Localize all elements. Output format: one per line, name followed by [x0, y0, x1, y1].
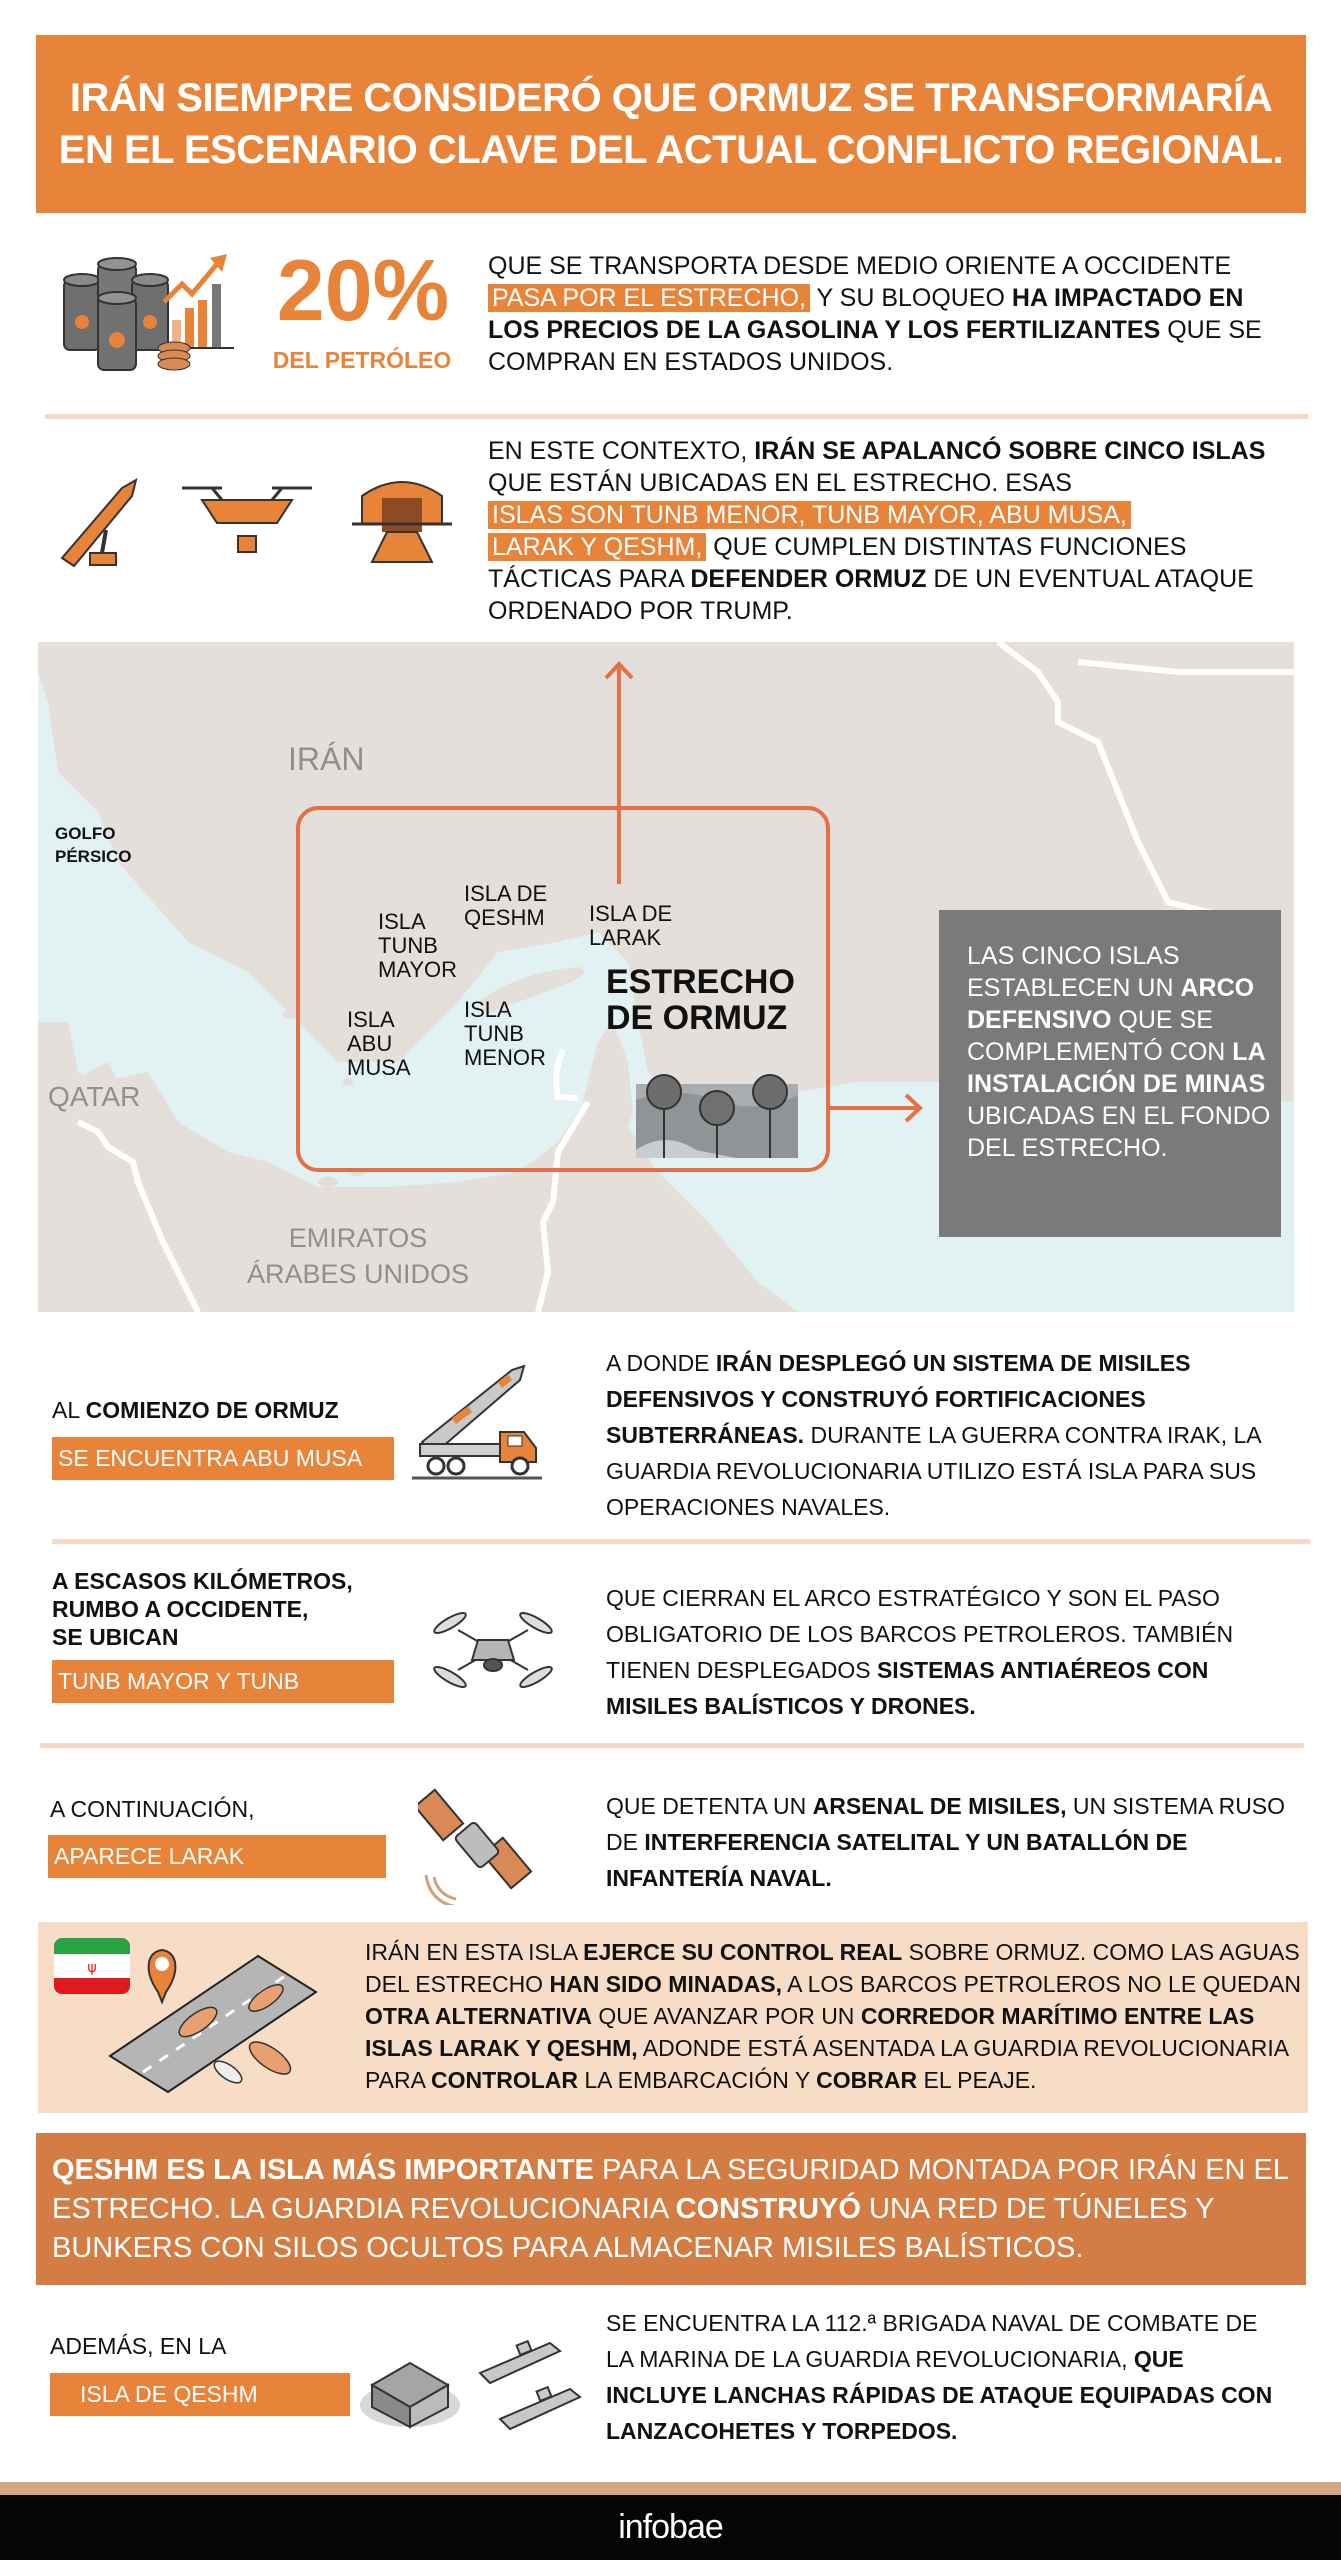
svg-text:ψ: ψ	[87, 1960, 97, 1976]
divider	[52, 1539, 1310, 1544]
control-box	[38, 1922, 1308, 2113]
header-banner	[36, 35, 1306, 213]
larak-description: QUE DETENTA UN ARSENAL DE MISILES, UN SISTEMA RUSO DE INTERFERENCIA SATELITAL Y UN BATALLÓN DE INFANTERÍA NAVAL.	[606, 1793, 1286, 1891]
oil-barrels-rising-chart-icon	[52, 242, 242, 377]
qeshm-description: SE ENCUENTRA LA 112.ª BRIGADA NAVAL DE COMBATE DE LA MARINA DE LA GUARDIA REVOLUCIONARIA, QUE INCLUYE LANCHAS RÁPIDAS DE ATAQUE EQUIPADAS CON LANZACOHETES Y TORPEDOS.	[606, 2310, 1273, 2444]
page-title: IRÁN SIEMPRE CONSIDERÓ QUE ORMUZ SE TRANSFORMARÍA EN EL ESCENARIO CLAVE DEL ACTUAL CONFLICTO REGIONAL.	[58, 76, 1284, 172]
location-pin-icon	[149, 1950, 176, 2002]
weapons-icons	[52, 458, 462, 578]
highlight: LARAK Y QESHM,	[488, 533, 706, 561]
control-description: IRÁN EN ESTA ISLA EJERCE SU CONTROL REAL SOBRE ORMUZ. COMO LAS AGUAS DEL ESTRECHO HAN SIDO MINADAS, A LOS BARCOS PETROLEROS NO LE QUEDAN OTRA ALTERNATIVA QUE AVANZAR POR UN CORREDOR MARÍTIMO ENTRE LAS ISLAS LARAK Y QESHM, ADONDE ESTÁ ASENTADA LA GUARDIA REVOLUCIONARIA PARA CONTROLAR LA EMBARCACIÓN Y COBRAR EL PEAJE.	[365, 1939, 1301, 2093]
satellite-icon	[418, 1785, 548, 1905]
country-label-uae: EMIRATOS ÁRABES UNIDOS	[246, 1223, 470, 1289]
gulf-label: GOLFO PÉRSICO	[55, 824, 132, 866]
drone-icon	[182, 488, 312, 552]
stat-value: 20%	[276, 243, 450, 339]
country-label-qatar: QATAR	[48, 1081, 141, 1112]
iran-flag-icon	[54, 1938, 130, 1994]
tunb-tag: TUNB MAYOR Y TUNB MENOR,	[52, 1660, 394, 1703]
qeshm-banner: QESHM ES LA ISLA MÁS IMPORTANTE PARA LA SEGURIDAD MONTADA POR IRÁN EN EL ESTRECHO. LA GUARDIA REVOLUCIONARIA CONSTRUYÓ UNA RED DE TÚNELES Y BUNKERS CON SILOS OCULTOS PARA ALMACENAR MISILES BALÍSTICOS.	[36, 2133, 1306, 2285]
abu-musa-tag: SE ENCUENTRA ABU MUSA	[52, 1437, 394, 1480]
abu-musa-lead: AL COMIENZO DE ORMUZ	[52, 1397, 339, 1423]
islands-intro-text: EN ESTE CONTEXTO, IRÁN SE APALANCÓ SOBRE CINCO ISLAS QUE ESTÁN UBICADAS EN EL ESTRECHO. ESAS ISLAS SON TUNB MENOR, TUNB MAYOR, ABU MUSA, LARAK Y QESHM, QUE CUMPLEN DISTINTAS FUNCIONES TÁCTICAS PARA DEFENDER ORMUZ DE UN EVENTUAL ATAQUE ORDENADO POR TRUMP.	[488, 437, 1266, 625]
iran-flag-boats-corridor-icon	[48, 1932, 348, 2102]
missile-launcher-icon	[62, 480, 136, 566]
bunker-icon	[352, 482, 452, 562]
strait-of-hormuz-map	[38, 642, 1294, 1312]
highlight: PASA POR EL ESTRECHO,	[488, 284, 810, 312]
infobae-logo[interactable]: infobae	[618, 2508, 723, 2546]
strait-label: ESTRECHO DE ORMUZ	[606, 963, 795, 1037]
island-label-qeshm: ISLA DE QESHM	[464, 881, 548, 930]
sea-mines-icon	[636, 1070, 798, 1158]
island-label-abu-musa: ISLA ABU MUSA	[347, 1007, 411, 1080]
tunb-description: QUE CIERRAN EL ARCO ESTRATÉGICO Y SON EL PASO OBLIGATORIO DE LOS BARCOS PETROLEROS. TAMBIÉN TIENEN DESPLEGADOS SISTEMAS ANTIAÉREOS CON MISILES BALÍSTICOS Y DRONES.	[606, 1585, 1234, 1719]
stat-label: DEL PETRÓLEO	[272, 347, 452, 373]
island-label-tunb-mayor: ISLA TUNB MAYOR	[378, 909, 458, 982]
callout-box: LAS CINCO ISLAS ESTABLECEN UN ARCO DEFENSIVO QUE SE COMPLEMENTÓ CON LA INSTALACIÓN DE MINAS UBICADAS EN EL FONDO DEL ESTRECHO.	[939, 910, 1281, 1237]
island-label-tunb-menor: ISLA TUNB MENOR	[464, 997, 546, 1070]
country-label-iran: IRÁN	[288, 741, 365, 777]
qeshm-lead: ADEMÁS, EN LA	[50, 2333, 227, 2359]
quadcopter-drone-icon	[428, 1605, 558, 1695]
abu-musa-description: A DONDE IRÁN DESPLEGÓ UN SISTEMA DE MISILES DEFENSIVOS Y CONSTRUYÓ FORTIFICACIONES SUBTERRÁNEAS. DURANTE LA GUERRA CONTRA IRAK, LA GUARDIA REVOLUCIONARIA UTILIZO ESTÁ ISLA PARA SUS OPERACIONES NAVALES.	[606, 1350, 1261, 1520]
divider	[40, 1743, 1304, 1748]
island-label-larak: ISLA DE LARAK	[589, 901, 673, 950]
highlight: ISLAS SON TUNB MENOR, TUNB MAYOR, ABU MUSA,	[488, 501, 1131, 529]
missile-truck-icon	[412, 1362, 547, 1487]
larak-tag: APARECE LARAK	[48, 1835, 386, 1878]
tunb-lead: A ESCASOS KILÓMETROS, RUMBO A OCCIDENTE, SE UBICAN	[52, 1568, 353, 1650]
larak-lead: A CONTINUACIÓN,	[50, 1796, 255, 1822]
footer	[0, 2495, 1341, 2560]
oil-description: QUE SE TRANSPORTA DESDE MEDIO ORIENTE A OCCIDENTE PASA POR EL ESTRECHO, Y SU BLOQUEO HA IMPACTADO EN LOS PRECIOS DE LA GASOLINA Y LOS FERTILIZANTES QUE SE COMPRAN EN ESTADOS UNIDOS.	[488, 252, 1262, 376]
qeshm-tag: ISLA DE QESHM	[50, 2373, 350, 2416]
footer-stripe	[0, 2482, 1341, 2495]
bunker-and-warships-icon	[350, 2315, 590, 2445]
divider	[45, 414, 1308, 419]
